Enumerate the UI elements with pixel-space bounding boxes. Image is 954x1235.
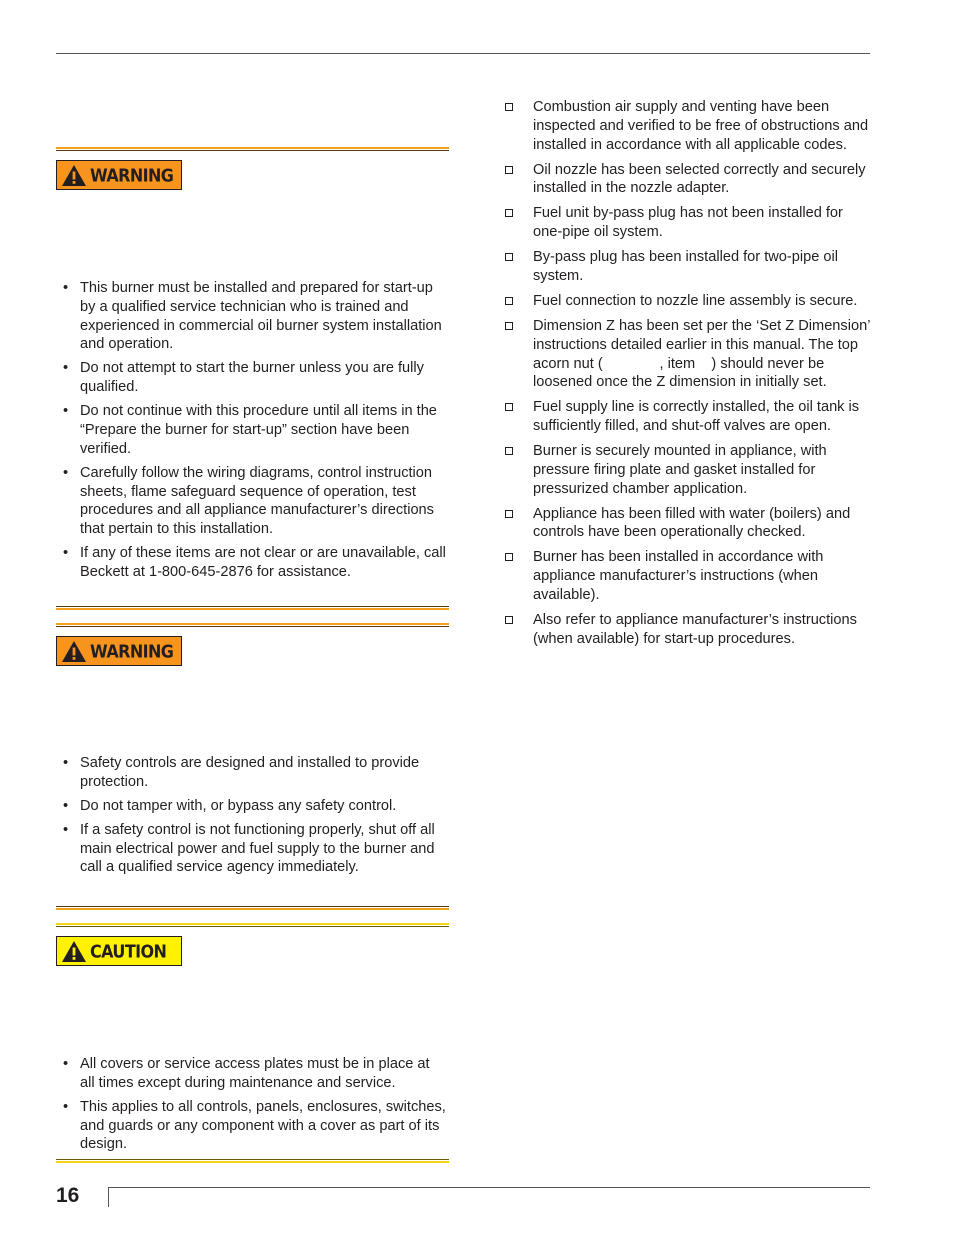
page-number: 16 <box>56 1184 80 1207</box>
warning-2-badge-label: WARNING <box>90 640 174 662</box>
warning-1-badge <box>56 160 182 190</box>
checklist-item: Oil nozzle has been selected correctly and securely installed in the nozzle adapter. <box>503 161 873 199</box>
warning-2-bottom-rule <box>56 906 449 910</box>
list-item: • All covers or service access plates must be in place at all times except during maintenance and service. <box>63 1056 430 1091</box>
warning-2-list <box>56 754 448 882</box>
caution-badge <box>56 936 182 966</box>
checkbox-icon <box>505 209 513 217</box>
warning-1-top-rule <box>56 147 449 151</box>
caution-bottom-rule <box>56 1159 449 1163</box>
startup-checklist <box>503 98 873 655</box>
caution-triangle-icon <box>61 940 87 963</box>
checklist-item: Dimension Z has been set per the ‘Set Z Dimension’ instructions detailed earlier in this manual. The top acorn nut ( , item ) should never be loosened once the Z dimension in initially set. <box>503 317 873 392</box>
header-rule <box>56 53 870 54</box>
checkbox-icon <box>505 322 513 330</box>
checklist-item: Burner has been installed in accordance with appliance manufacturer’s instructions (when available). <box>503 548 873 604</box>
checkbox-icon <box>505 253 513 261</box>
checklist-item: Also refer to appliance manufacturer’s instructions (when available) for start-up procedures. <box>503 611 873 649</box>
checkbox-icon <box>505 553 513 561</box>
warning-2-top-rule <box>56 623 449 627</box>
checkbox-icon <box>505 403 513 411</box>
list-item: • Do not attempt to start the burner unless you are fully qualified. <box>63 360 424 396</box>
checkbox-icon <box>505 166 513 174</box>
warning-triangle-icon <box>61 164 87 187</box>
caution-badge-label: CAUTION <box>90 940 167 962</box>
warning-1-list <box>56 279 448 587</box>
warning-2-badge <box>56 636 182 666</box>
checklist-item: Combustion air supply and venting have been inspected and verified to be free of obstructions and installed in accordance with all applicable codes. <box>503 98 873 154</box>
checklist-item: By-pass plug has been installed for two-pipe oil system. <box>503 248 873 286</box>
warning-1-bottom-rule <box>56 606 449 610</box>
list-item: • Safety controls are designed and installed to provide protection. <box>63 755 420 790</box>
footer-divider <box>108 1187 109 1207</box>
warning-1-badge-label: WARNING <box>90 164 174 186</box>
list-item: • Carefully follow the wiring diagrams, control instruction sheets, flame safeguard sequence of operation, test procedures and all appliance manufacturer’s directions that pertain to this installation. <box>63 464 434 538</box>
checkbox-icon <box>505 616 513 624</box>
list-item: • This applies to all controls, panels, enclosures, switches, and guards or any component with a cover as part of its design. <box>63 1098 446 1153</box>
checkbox-icon <box>505 447 513 455</box>
checklist-item: Fuel unit by-pass plug has not been installed for one-pipe oil system. <box>503 204 873 242</box>
caution-top-rule <box>56 923 449 927</box>
list-item: • If a safety control is not functioning properly, shut off all main electrical power and fuel supply to the burner and call a qualified service agency immediately. <box>63 821 435 876</box>
list-item: • This burner must be installed and prepared for start-up by a qualified service technician who is trained and experienced in commercial oil burner system installation and operation. <box>63 280 442 353</box>
checkbox-icon <box>505 103 513 111</box>
checklist-item: Fuel connection to nozzle line assembly is secure. <box>503 292 873 311</box>
caution-list <box>56 1055 448 1159</box>
checklist-item: Appliance has been filled with water (boilers) and controls have been operationally checked. <box>503 505 873 543</box>
checklist-item: Fuel supply line is correctly installed, the oil tank is sufficiently filled, and shut-off valves are open. <box>503 398 873 436</box>
checkbox-icon <box>505 297 513 305</box>
warning-triangle-icon <box>61 640 87 663</box>
list-item: • Do not tamper with, or bypass any safety control. <box>63 797 397 814</box>
checklist-item: Burner is securely mounted in appliance, with pressure firing plate and gasket installed for pressurized chamber application. <box>503 442 873 498</box>
list-item: • If any of these items are not clear or are unavailable, call Beckett at 1-800-645-2876 for assistance. <box>63 545 446 580</box>
footer-rule <box>108 1187 870 1188</box>
checkbox-icon <box>505 510 513 518</box>
list-item: • Do not continue with this procedure until all items in the “Prepare the burner for start-up” section have been verified. <box>63 403 437 457</box>
